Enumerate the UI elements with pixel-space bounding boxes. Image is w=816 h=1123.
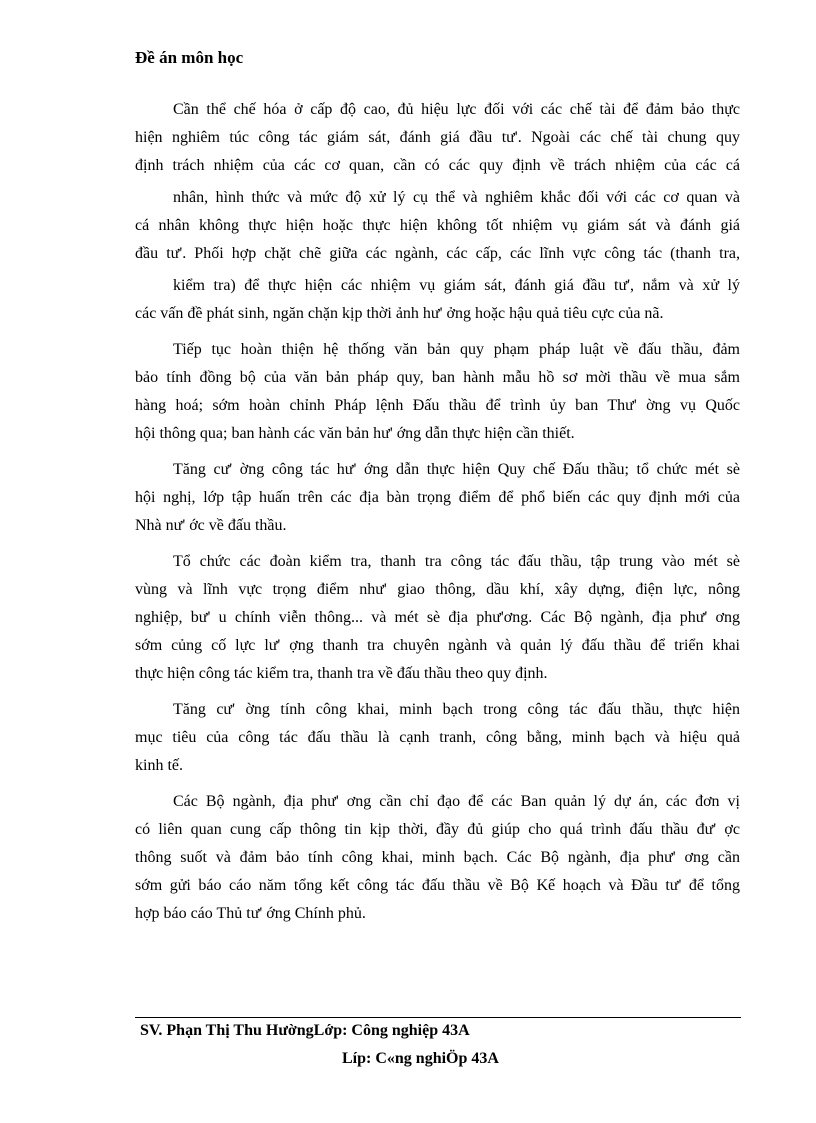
text-line: Nhà nư' ớc về đấu thầu. <box>135 517 287 534</box>
text-line: Tăng cư' ờng công tác hư' ớng dẫn thực hiện Quy chế Đấu thầu; tổ chức mét sè <box>173 461 740 478</box>
text-line: hội thông qua; ban hành các văn bản hư' ớng dẫn thực hiện cần thiết. <box>135 425 575 442</box>
text-line: hội nghị, lớp tập huấn trên các địa bàn trọng điểm để phổ biến các quy định mới của <box>135 489 740 506</box>
document-header: Đề án môn học <box>135 48 244 67</box>
text-line: kinh tế. <box>135 757 183 774</box>
text-line: Tiếp tục hoàn thiện hệ thống văn bản quy phạm pháp luật về đấu thầu, đảm <box>173 341 740 358</box>
paragraph <box>135 548 740 688</box>
text-line: thực hiện công tác kiểm tra, thanh tra về đấu thầu theo quy định. <box>135 665 548 682</box>
text-line: nghiệp, bư' u chính viễn thông... và mét sè địa phư'ơng. Các Bộ ngành, địa phư' ơng <box>135 609 740 626</box>
footer-divider <box>135 1017 741 1018</box>
text-line: kiểm tra) để thực hiện các nhiệm vụ giám sát, đánh giá đầu tư', nắm và xử lý <box>173 277 740 294</box>
text-line: hiện nghiêm túc công tác giám sát, đánh giá đầu tư'. Ngoài các chế tài chung quy <box>135 129 740 146</box>
text-line: mục tiêu của công tác đấu thầu là cạnh tranh, công bằng, minh bạch và hiệu quả <box>135 729 740 746</box>
text-line: hợp báo cáo Thủ tư' ớng Chính phủ. <box>135 905 366 922</box>
text-line: Cần thể chế hóa ở cấp độ cao, đủ hiệu lực đối với các chế tài để đảm bảo thực <box>173 101 740 118</box>
text-line: đầu tư'. Phối hợp chặt chẽ giữa các ngành, các cấp, các lĩnh vực công tác (thanh tra, <box>135 245 740 262</box>
footer-student-line: SV. Phạn Thị Thu HườngLớp: Công nghiệp 43A <box>140 1022 470 1039</box>
paragraph <box>135 456 740 540</box>
text-line: định trách nhiệm của các cơ quan, cần có các quy định về trách nhiệm của các cá <box>135 157 740 174</box>
paragraph <box>135 696 740 780</box>
paragraph <box>135 336 740 448</box>
text-line: sớm gửi báo cáo năm tổng kết công tác đấu thầu về Bộ Kế hoạch và Đầu tư' để tổng <box>135 877 740 894</box>
text-line: có liên quan cung cấp thông tin kịp thời, đầy đủ giúp cho quá trình đấu thầu đư' ợc <box>135 821 740 838</box>
text-line: các vấn đề phát sinh, ngăn chặn kịp thời ảnh hư' ởng hoặc hậu quả tiêu cực của nã. <box>135 305 664 322</box>
text-line: bảo tính đồng bộ của văn bản pháp quy, ban hành mẫu hồ sơ mời thầu về mua sắm <box>135 369 740 386</box>
document-body <box>135 96 740 928</box>
text-line: thông suốt và đảm bảo tính công khai, minh bạch. Các Bộ ngành, địa phư' ơng cần <box>135 849 740 866</box>
paragraph <box>135 96 740 328</box>
text-line: hàng hoá; sớm hoàn chỉnh Pháp lệnh Đấu thầu để trình ủy ban Thư' ờng vụ Quốc <box>135 397 740 414</box>
paragraph <box>135 788 740 928</box>
text-line: sớm củng cố lực lư' ợng thanh tra chuyên ngành và quản lý đấu thầu để triển khai <box>135 637 740 654</box>
text-line: Tăng cư' ờng tính công khai, minh bạch trong công tác đấu thầu, thực hiện <box>173 701 740 718</box>
text-line: Các Bộ ngành, địa phư' ơng cần chỉ đạo để các Ban quản lý dự án, các đơn vị <box>173 793 740 810</box>
text-line: nhân, hình thức và mức độ xử lý cụ thể và nghiêm khắc đối với các cơ quan và <box>173 189 740 206</box>
footer-class-line: Líp: C«ng nghiÖp 43A <box>342 1050 499 1067</box>
text-line: Tổ chức các đoàn kiểm tra, thanh tra công tác đấu thầu, tập trung vào mét sè <box>173 553 740 570</box>
text-line: cá nhân không thực hiện hoặc thực hiện không tốt nhiệm vụ giám sát và đánh giá <box>135 217 740 234</box>
text-line: vùng và lĩnh vực trọng điểm như' giao thông, dầu khí, xây dựng, điện lực, nông <box>135 581 740 598</box>
